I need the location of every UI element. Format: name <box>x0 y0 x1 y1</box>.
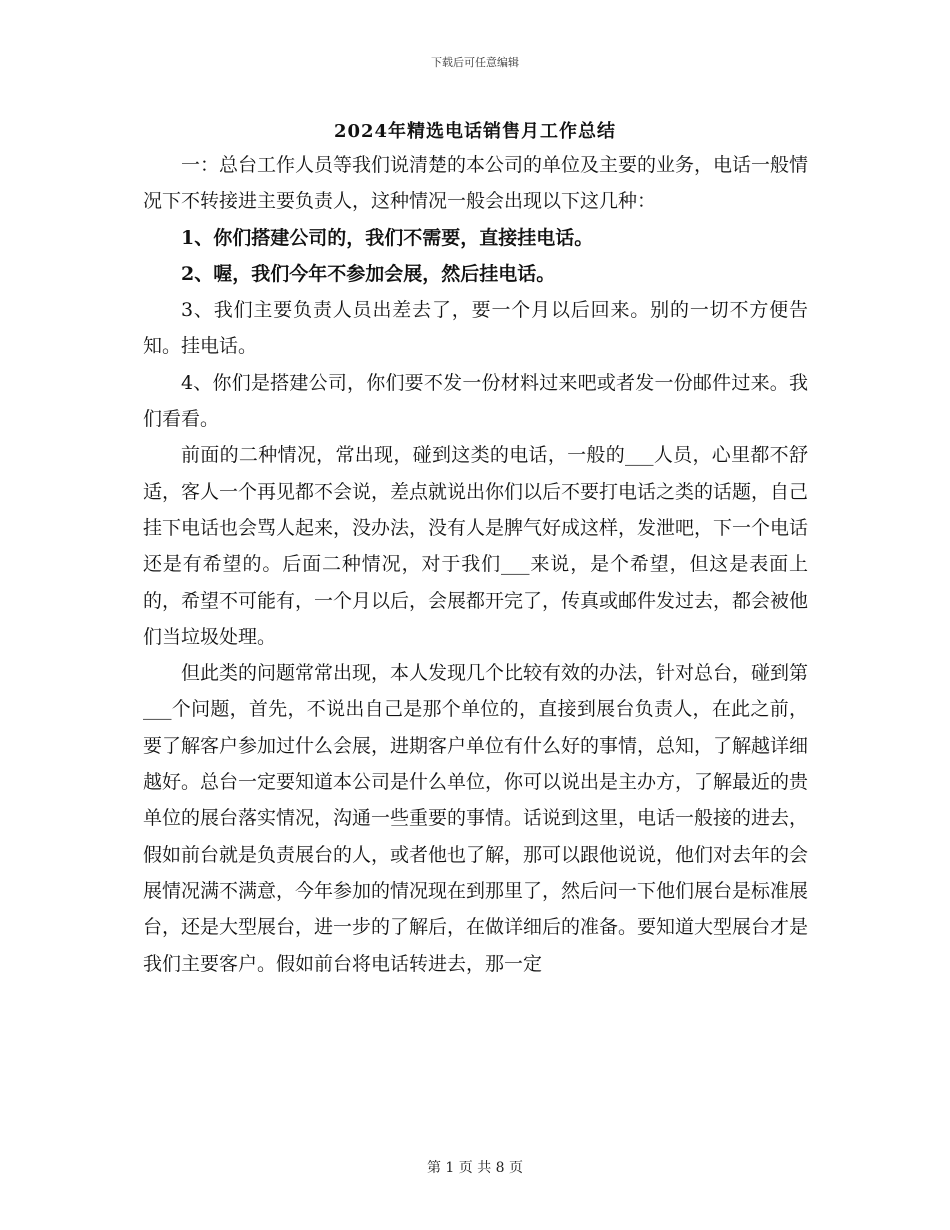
paragraph-case-3: 3、我们主要负责人员出差去了，要一个月以后回来。别的一切不方便告知。挂电话。 <box>143 299 808 358</box>
document-body <box>143 147 808 982</box>
paragraph-solution: 但此类的问题常常出现，本人发现几个比较有效的办法，针对总台，碰到第___个问题，首先，不说出自己是那个单位的，直接到展台负责人，在此之前，要了解客户参加过什么会展，进期客户单位有什么好的事情，总知，了解越详细越好。总台一定要知道本公司是什么单位，你可以说出是主办方，了解最近的贵单位的展台落实情况，沟通一些重要的事情。话说到这里，电话一般接的进去，假如前台就是负责展台的人，或者他也了解，那可以跟他说说，他们对去年的会展情况满不满意，今年参加的情况现在到那里了，然后问一下他们展台是标准展台，还是大型展台，进一步的了解后，在做详细后的准备。要知道大型展台才是我们主要客户。假如前台将电话转进去，那一定 <box>143 662 809 975</box>
paragraph-case-1: 1、你们搭建公司的，我们不需要，直接挂电话。 <box>181 226 594 249</box>
header-note: 下载后可任意编辑 <box>431 56 519 69</box>
paragraph-case-2: 2、喔，我们今年不参加会展，然后挂电话。 <box>181 262 556 285</box>
document-title: 2024年精选电话销售月工作总结 <box>333 121 617 142</box>
paragraph-intro: 一：总台工作人员等我们说清楚的本公司的单位及主要的业务，电话一般情况下不转接进主要负责人，这种情况一般会出现以下这几种： <box>143 154 809 213</box>
paragraph-case-4: 4、你们是搭建公司，你们要不发一份材料过来吧或者发一份邮件过来。我们看看。 <box>143 371 808 431</box>
page-number: 第 1 页 共 8 页 <box>426 1160 524 1176</box>
paragraph-analysis: 前面的二种情况，常出现，碰到这类的电话，一般的___人员，心里都不舒适，客人一个再见都不会说，差点就说出你们以后不要打电话之类的话题，自己挂下电话也会骂人起来，没办法，没有人是脾气好成这样，发泄吧，下一个电话还是有希望的。后面二种情况，对于我们___来说，是个希望，但这是表面上的，希望不可能有，一个月以后，会展都开完了，传真或邮件发过去，都会被他们当垃圾处理。 <box>143 444 809 648</box>
